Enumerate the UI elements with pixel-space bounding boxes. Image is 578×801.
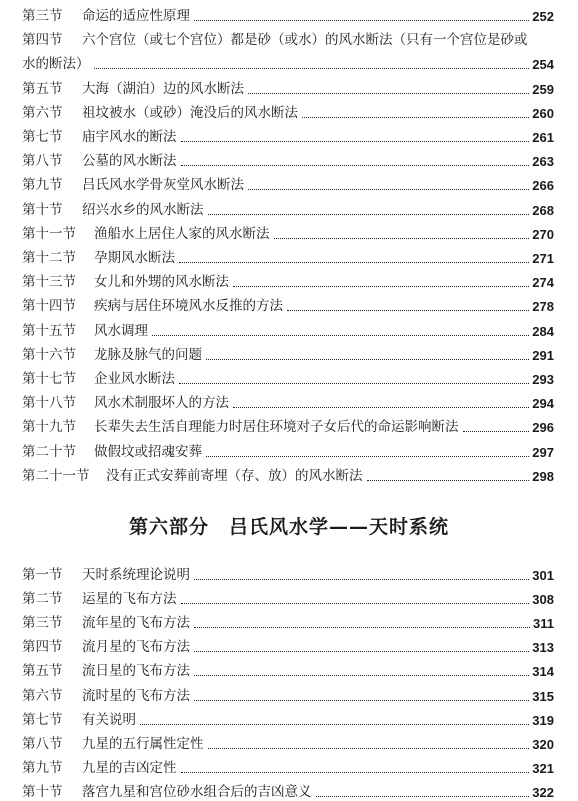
dot-leader bbox=[140, 724, 529, 725]
entry-title: 风水术制服坏人的方法 bbox=[94, 395, 229, 412]
entry-title: 落宫九星和宫位砂水组合后的吉凶意义 bbox=[82, 783, 312, 800]
dot-leader bbox=[367, 480, 530, 481]
dot-leader bbox=[181, 603, 530, 604]
entry-title: 孕期风水断法 bbox=[94, 250, 175, 266]
toc-entry[interactable] bbox=[22, 615, 554, 632]
toc-entry[interactable] bbox=[22, 250, 554, 267]
page-number: 321 bbox=[532, 760, 554, 776]
section-number: 第五节 bbox=[22, 663, 63, 680]
dot-leader bbox=[206, 359, 529, 360]
toc-entry[interactable] bbox=[22, 736, 554, 753]
section-number: 第十节 bbox=[22, 783, 63, 800]
dot-leader bbox=[208, 748, 530, 749]
dot-leader bbox=[287, 310, 529, 311]
dot-leader bbox=[316, 796, 530, 797]
dot-leader bbox=[233, 286, 529, 287]
section-number: 第十七节 bbox=[22, 371, 76, 387]
section-number: 第五节 bbox=[22, 80, 63, 97]
section-number: 第一节 bbox=[22, 567, 63, 583]
entry-title: 天时系统理论说明 bbox=[82, 567, 190, 583]
section-number: 第八节 bbox=[22, 735, 63, 752]
dot-leader bbox=[179, 262, 529, 263]
toc-entry[interactable] bbox=[22, 81, 554, 98]
toc-entry[interactable] bbox=[22, 760, 554, 777]
page-number: 278 bbox=[532, 299, 554, 315]
toc-entry[interactable] bbox=[22, 784, 554, 801]
page-number: 311 bbox=[533, 616, 554, 632]
page-number: 263 bbox=[532, 154, 554, 170]
toc-entry[interactable] bbox=[22, 105, 554, 122]
section-number: 第四节 bbox=[22, 32, 63, 49]
page-number: 313 bbox=[532, 640, 554, 656]
toc-entry-first-line[interactable] bbox=[22, 32, 528, 49]
dot-leader bbox=[194, 579, 529, 580]
entry-title: 大海（湖泊）边的风水断法 bbox=[82, 80, 244, 97]
dot-leader bbox=[206, 456, 529, 457]
page-number: 252 bbox=[532, 9, 554, 24]
dot-leader bbox=[179, 383, 529, 384]
dot-leader bbox=[194, 627, 530, 628]
dot-leader bbox=[248, 93, 529, 94]
entry-title: 龙脉及脉气的问题 bbox=[94, 346, 202, 363]
entry-title: 九星的五行属性定性 bbox=[82, 735, 204, 752]
section-number: 第八节 bbox=[22, 153, 63, 170]
toc-entry[interactable] bbox=[22, 347, 554, 364]
toc-entry[interactable] bbox=[22, 468, 554, 485]
page-number: 284 bbox=[532, 323, 554, 339]
entry-title: 九星的吉凶定性 bbox=[82, 759, 177, 776]
toc-entry[interactable] bbox=[22, 298, 554, 315]
dot-leader bbox=[248, 189, 529, 190]
page-number: 297 bbox=[532, 444, 554, 460]
section-number: 第二十节 bbox=[22, 443, 76, 460]
page-number: 260 bbox=[532, 105, 554, 121]
page-number: 322 bbox=[532, 784, 554, 800]
dot-leader bbox=[181, 772, 530, 773]
entry-title: 命运的适应性原理 bbox=[82, 8, 190, 24]
dot-leader bbox=[181, 141, 530, 142]
entry-title: 吕氏风水学骨灰堂风水断法 bbox=[82, 177, 244, 194]
toc-entry[interactable] bbox=[22, 639, 554, 656]
section-number: 第二节 bbox=[22, 591, 63, 608]
entry-title: 有关说明 bbox=[82, 711, 136, 728]
section-number: 第七节 bbox=[22, 711, 63, 728]
entry-title: 公墓的风水断法 bbox=[82, 153, 177, 170]
entry-title: 流年星的飞布方法 bbox=[82, 615, 190, 632]
dot-leader bbox=[194, 20, 529, 21]
entry-title: 运星的飞布方法 bbox=[82, 591, 177, 608]
entry-title: 渔船水上居住人家的风水断法 bbox=[94, 225, 270, 242]
entry-title: 流时星的飞布方法 bbox=[82, 687, 190, 704]
entry-title: 长辈失去生活自理能力时居住环境对子女后代的命运影响断法 bbox=[94, 419, 459, 436]
part-heading: 第六部分 吕氏风水学——天时系统 bbox=[128, 516, 449, 538]
toc-entry[interactable] bbox=[22, 153, 554, 170]
toc-entry[interactable] bbox=[22, 663, 554, 680]
toc-entry[interactable] bbox=[22, 274, 554, 291]
entry-title: 企业风水断法 bbox=[94, 371, 175, 387]
entry-title: 女儿和外甥的风水断法 bbox=[94, 274, 229, 291]
section-number: 第三节 bbox=[22, 615, 63, 632]
toc-entry[interactable] bbox=[22, 688, 554, 705]
toc-entry[interactable] bbox=[22, 56, 554, 73]
dot-leader bbox=[194, 651, 529, 652]
entry-title: 没有正式安葬前寄埋（存、放）的风水断法 bbox=[106, 467, 363, 484]
toc-entry[interactable] bbox=[22, 323, 554, 340]
section-number: 第六节 bbox=[22, 687, 63, 704]
page-number: 259 bbox=[532, 81, 554, 97]
page-number: 320 bbox=[532, 736, 554, 752]
section-number: 第十一节 bbox=[22, 225, 76, 242]
page-number: 296 bbox=[532, 420, 554, 436]
section-number: 第二十一节 bbox=[22, 467, 90, 484]
page-number: 293 bbox=[532, 372, 554, 387]
entry-title: 流日星的飞布方法 bbox=[82, 663, 190, 680]
page-number: 266 bbox=[532, 178, 554, 194]
toc-entry[interactable] bbox=[22, 226, 554, 243]
section-number: 第四节 bbox=[22, 639, 63, 656]
dot-leader bbox=[152, 335, 529, 336]
entry-title: 庙宇风水的断法 bbox=[82, 129, 177, 145]
entry-title: 祖坟被水（或砂）淹没后的风水断法 bbox=[82, 104, 298, 121]
dot-leader bbox=[302, 117, 529, 118]
toc-entry[interactable] bbox=[22, 591, 554, 608]
section-number: 第六节 bbox=[22, 104, 63, 121]
toc-entry[interactable] bbox=[22, 129, 554, 146]
section-number: 第十九节 bbox=[22, 419, 76, 436]
entry-title: 做假坟或招魂安葬 bbox=[94, 443, 202, 460]
toc-entry[interactable] bbox=[22, 712, 554, 729]
section-number: 第十六节 bbox=[22, 346, 76, 363]
toc-entry[interactable] bbox=[22, 419, 554, 436]
toc-entry[interactable] bbox=[22, 202, 554, 219]
entry-title-line1: 六个宫位（或七个宫位）都是砂（或水）的风水断法（只有一个宫位是砂或 bbox=[82, 32, 528, 49]
page-number: 268 bbox=[532, 202, 554, 218]
section-number: 第九节 bbox=[22, 759, 63, 776]
dot-leader bbox=[181, 165, 530, 166]
section-number: 第十二节 bbox=[22, 250, 76, 266]
page-number: 270 bbox=[532, 226, 554, 242]
dot-leader bbox=[194, 700, 529, 701]
entry-title: 流月星的飞布方法 bbox=[82, 639, 190, 656]
dot-leader bbox=[274, 238, 530, 239]
page-number: 271 bbox=[532, 251, 554, 266]
section-number: 第十八节 bbox=[22, 395, 76, 412]
toc-entry[interactable] bbox=[22, 371, 554, 388]
section-number: 第三节 bbox=[22, 8, 63, 24]
dot-leader bbox=[194, 675, 529, 676]
page-number: 261 bbox=[532, 130, 554, 145]
section-number: 第十四节 bbox=[22, 298, 76, 315]
toc-entry[interactable] bbox=[22, 177, 554, 194]
page-number: 308 bbox=[532, 592, 554, 608]
toc-entry[interactable] bbox=[22, 8, 554, 25]
toc-entry[interactable] bbox=[22, 395, 554, 412]
section-number: 第十节 bbox=[22, 201, 63, 218]
page-number: 314 bbox=[532, 664, 554, 680]
entry-title: 风水调理 bbox=[94, 322, 148, 339]
page-number: 315 bbox=[532, 688, 554, 704]
section-number: 第十五节 bbox=[22, 322, 76, 339]
dot-leader bbox=[94, 68, 530, 69]
dot-leader bbox=[208, 214, 530, 215]
page-number: 294 bbox=[532, 396, 554, 412]
entry-title: 疾病与居住环境风水反推的方法 bbox=[94, 298, 283, 315]
page-number: 301 bbox=[532, 568, 554, 583]
section-number: 第十三节 bbox=[22, 274, 76, 291]
dot-leader bbox=[463, 431, 530, 432]
toc-entry[interactable] bbox=[22, 444, 554, 461]
page-number: 298 bbox=[532, 468, 554, 484]
page-number: 319 bbox=[532, 712, 554, 728]
dot-leader bbox=[233, 407, 529, 408]
page-number: 274 bbox=[532, 275, 554, 291]
section-number: 第九节 bbox=[22, 177, 63, 194]
section-number: 第七节 bbox=[22, 129, 63, 145]
toc-entry[interactable] bbox=[22, 567, 554, 584]
page-number: 291 bbox=[532, 347, 554, 363]
entry-title: 水的断法） bbox=[22, 56, 90, 73]
entry-title: 绍兴水乡的风水断法 bbox=[82, 201, 204, 218]
page-number: 254 bbox=[532, 57, 554, 73]
